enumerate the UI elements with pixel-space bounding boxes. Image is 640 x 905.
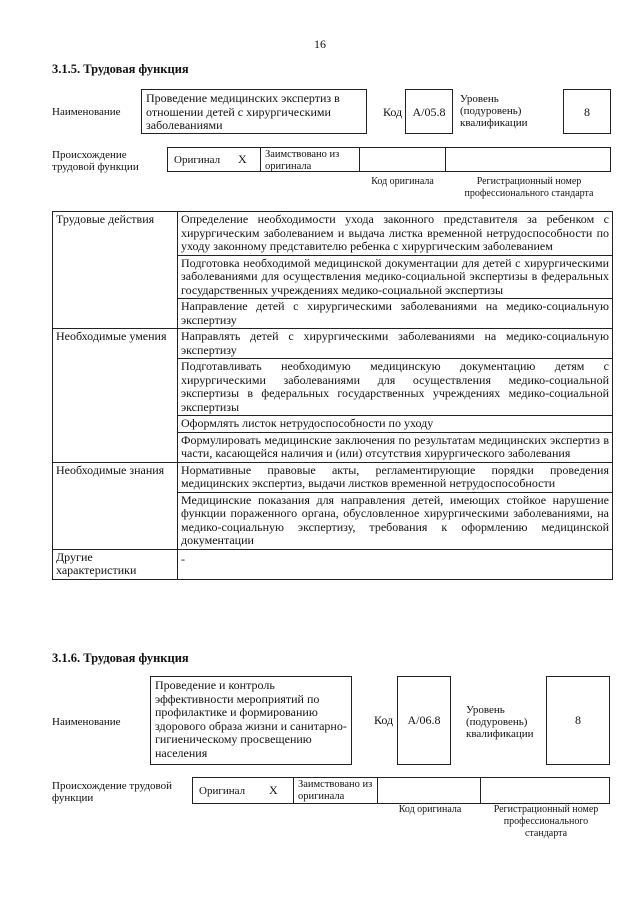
- level-box: [563, 89, 611, 134]
- knowledge-label: Необходимые знания: [53, 462, 178, 549]
- code-original-caption: Код оригинала: [371, 176, 434, 187]
- borrowed-box-2: [293, 777, 378, 804]
- skill-item: Оформлять листок нетрудоспособности по уходу: [178, 416, 613, 433]
- level-label-2: Уровень (подуровень) квалификации: [466, 704, 534, 740]
- page-number: 16: [314, 37, 326, 51]
- level-value: 8: [584, 105, 590, 119]
- table-row: [53, 462, 613, 492]
- original-box-2: [192, 777, 294, 804]
- original-label-2: Оригинал: [199, 785, 246, 797]
- code-original-box-2: [377, 777, 481, 804]
- reg-number-caption: Регистрационный номер профессионального стандарта: [464, 176, 594, 199]
- function-name-box-2: [150, 676, 352, 765]
- origin-label: Происхождение трудовой функции: [52, 149, 139, 173]
- table-row: [53, 329, 613, 359]
- function-name-value: Проведение медицинских экспертиз в отношении детей с хирургическими заболеваниями: [146, 91, 340, 132]
- code-original-box: [359, 147, 446, 172]
- skill-item: Направлять детей с хирургическими заболеваниями на медико-социальную экспертизу: [178, 329, 613, 359]
- code-label-2: Код: [374, 713, 394, 727]
- original-mark-2: X: [269, 783, 278, 797]
- action-item: Направление детей с хирургическими заболеваниями на медико-социальную экспертизу: [178, 299, 613, 329]
- level-value-2: 8: [575, 713, 581, 727]
- other-value: -: [178, 549, 613, 579]
- level-label: Уровень (подуровень) квалификации: [460, 93, 528, 129]
- original-box: [167, 147, 261, 172]
- code-box: [405, 89, 453, 134]
- code-value: A/05.8: [412, 105, 446, 119]
- original-mark: X: [238, 152, 247, 166]
- other-label: Другие характеристики: [53, 549, 178, 579]
- name-label: Наименование: [52, 106, 121, 118]
- name-label-2: Наименование: [52, 716, 121, 728]
- section-heading-3-1-6: 3.1.6. Трудовая функция: [52, 651, 189, 665]
- code-box-2: [397, 676, 451, 765]
- level-box-2: [546, 676, 610, 765]
- original-label: Оригинал: [174, 154, 221, 166]
- labor-function-table: [52, 211, 613, 580]
- action-item: Определение необходимости ухода законного представителя за ребенком с хирургическим заболеванием и выдача листка временной нетрудоспособности по уходу законному представителю ребенка с хирургическим заболеванием: [178, 212, 613, 256]
- reg-number-box: [445, 147, 611, 172]
- origin-label-2: Происхождение трудовой функции: [52, 780, 173, 804]
- code-value-2: A/06.8: [407, 713, 441, 727]
- skill-item: Формулировать медицинские заключения по результатам медицинских экспертиз в части, касающейся наличия и (или) отсутствия хирургического заболевания: [178, 432, 613, 462]
- table-row: [53, 549, 613, 579]
- function-name-value-2: Проведение и контроль эффективности мероприятий по профилактике и формированию здорового образа жизни и санитарно-гигиеническому просвещению населения: [155, 678, 347, 760]
- borrowed-label-2: Заимствовано из оригинала: [298, 779, 373, 802]
- section-heading-3-1-5: 3.1.5. Трудовая функция: [52, 62, 189, 76]
- action-item: Подготовка необходимой медицинской документации для детей с хирургическими заболеваниями для осуществления медико-социальной экспертизы в федеральных государственных учреждениях медико-социальной экспертизы: [178, 255, 613, 299]
- borrowed-box: [260, 147, 360, 172]
- knowledge-item: Медицинские показания для направления детей, имеющих стойкое нарушение функции пораженного органа, обусловленное хирургическими заболеваниями, на медико-социальную экспертизу, требования к оформлению медицинской документации: [178, 492, 613, 549]
- knowledge-item: Нормативные правовые акты, регламентирующие порядки проведения медицинских экспертиз, выдачи листков временной нетрудоспособности: [178, 462, 613, 492]
- reg-number-box-2: [480, 777, 610, 804]
- table-row: [53, 212, 613, 256]
- skill-item: Подготавливать необходимую медицинскую документацию детям с хирургическими заболеваниями для осуществления медико-социальной экспертизы в федеральных государственных учреждениях медико-социальной экспертизы: [178, 359, 613, 416]
- reg-number-caption-2: Регистрационный номер профессионального стандарта: [493, 804, 599, 839]
- skills-label: Необходимые умения: [53, 329, 178, 463]
- function-name-box: [141, 89, 367, 134]
- code-label: Код: [383, 105, 403, 119]
- code-original-caption-2: Код оригинала: [398, 804, 462, 815]
- borrowed-label: Заимствовано из оригинала: [265, 149, 340, 172]
- actions-label: Трудовые действия: [53, 212, 178, 329]
